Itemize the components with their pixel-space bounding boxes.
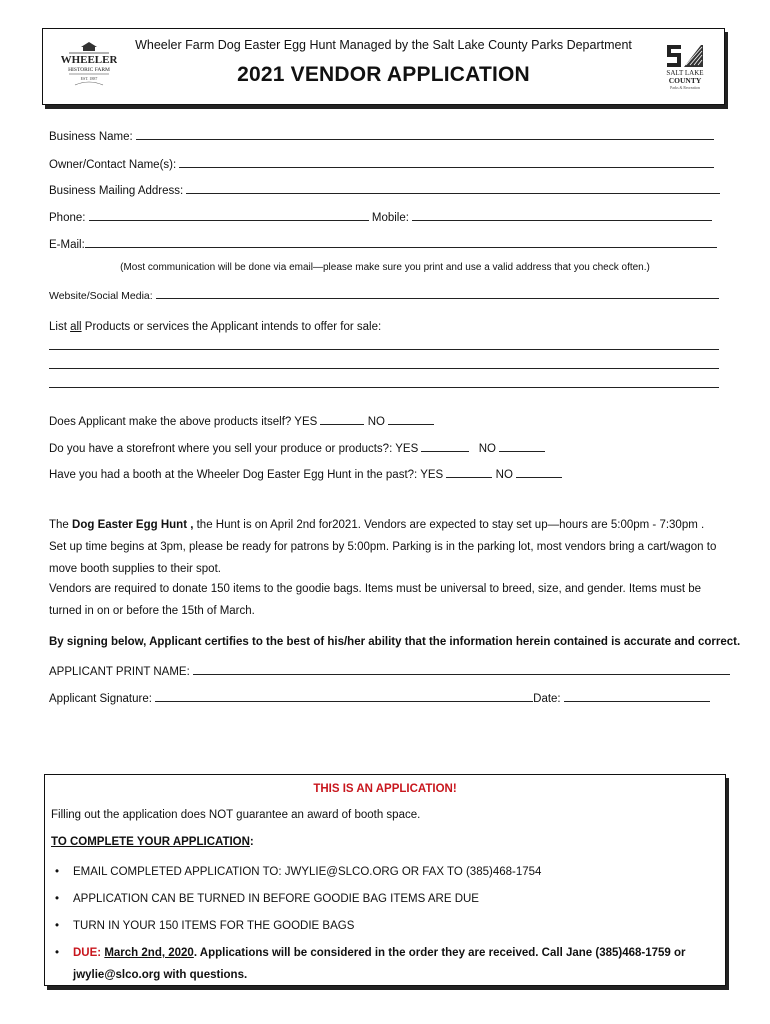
products-label-start: List — [49, 321, 71, 333]
question-past-booth — [49, 466, 719, 481]
products-line-3[interactable] — [49, 387, 719, 388]
bullet-icon: • — [55, 866, 60, 878]
business-name-field[interactable] — [136, 128, 714, 140]
list-item — [45, 888, 725, 910]
certification-statement: By signing below, Applicant certifies to the best of his/her ability that the information herein contained is accurate and correct. — [49, 636, 741, 648]
list-item — [45, 942, 725, 986]
q3-yes-field[interactable] — [446, 466, 492, 478]
q3-text: Have you had a booth at the Wheeler Dog Easter Egg Hunt in the past?: YES — [49, 469, 444, 481]
q2-no-field[interactable] — [499, 440, 545, 452]
question-storefront — [49, 440, 719, 455]
date-field[interactable] — [564, 690, 710, 702]
email-note: (Most communication will be done via email—please make sure you print and use a valid address that you check often.) — [120, 262, 650, 273]
print-name-row — [49, 663, 719, 678]
print-name-label: APPLICANT PRINT NAME: — [49, 666, 190, 678]
q2-text: Do you have a storefront where you sell your produce or products?: YES — [49, 443, 419, 455]
application-notice-box — [44, 774, 726, 986]
complete-heading — [51, 836, 254, 848]
mobile-label: Mobile: — [371, 212, 409, 224]
bullet-turn-in-early: APPLICATION CAN BE TURNED IN BEFORE GOODIE BAG ITEMS ARE DUE — [73, 893, 479, 905]
vendor-requirements-paragraph: Vendors are required to donate 150 items to the goodie bags. Items must be universal to breed, size, and gender. Items must be turned in on or before the 15th of March. — [49, 583, 702, 617]
q2-no-label: NO — [478, 443, 496, 455]
logo-left-line1: WHEELER — [61, 54, 117, 66]
q2-yes-field[interactable] — [421, 440, 469, 452]
products-label-all: all — [70, 321, 82, 333]
signature-label: Applicant Signature: — [49, 693, 152, 705]
owner-contact-field[interactable] — [179, 156, 714, 168]
due-date-item — [73, 942, 693, 986]
q3-no-label: NO — [495, 469, 513, 481]
products-label — [49, 321, 719, 333]
info-event-name: Dog Easter Egg Hunt , — [72, 519, 194, 531]
phone-row — [49, 209, 719, 224]
complete-heading-colon: : — [249, 836, 254, 848]
email-label: E-Mail: — [49, 239, 85, 251]
logo-right-line2: COUNTY — [668, 76, 702, 85]
due-date: March 2nd, 2020 — [104, 947, 194, 959]
page-title: 2021 VENDOR APPLICATION — [237, 63, 530, 86]
mailing-address-field[interactable] — [186, 182, 720, 194]
info-p1-prefix: The — [49, 519, 73, 531]
bullet-goodie-items: TURN IN YOUR 150 ITEMS FOR THE GOODIE BAGS — [73, 920, 355, 932]
question-makes-products — [49, 413, 719, 428]
logo-left-line3: EST. 1887 — [80, 76, 98, 81]
bullet-icon: • — [55, 947, 60, 959]
website-label: Website/Social Media: — [49, 290, 153, 302]
bullet-email: EMAIL COMPLETED APPLICATION TO: JWYLIE@SLCO.ORG OR FAX TO (385)468-1754 — [73, 866, 542, 878]
bullet-icon: • — [55, 893, 60, 905]
bullet-icon: • — [55, 920, 60, 932]
owner-contact-row — [49, 156, 719, 171]
notice-guarantee-text: Filling out the application does NOT guarantee an award of booth space. — [51, 809, 421, 821]
business-name-label: Business Name: — [49, 131, 133, 143]
logo-left-line2: HISTORIC FARM — [68, 67, 110, 73]
email-row — [49, 236, 719, 251]
event-info-paragraph — [49, 514, 721, 580]
mailing-address-row — [49, 182, 719, 197]
print-name-field[interactable] — [193, 663, 730, 675]
signature-field[interactable] — [155, 690, 533, 702]
salt-lake-county-logo — [661, 41, 709, 93]
due-label: DUE: — [73, 947, 102, 959]
q1-text: Does Applicant make the above products itself? YES — [49, 416, 318, 428]
q1-no-label: NO — [367, 416, 385, 428]
website-field[interactable] — [156, 287, 719, 299]
mobile-field[interactable] — [412, 209, 712, 221]
products-line-2[interactable] — [49, 368, 719, 369]
owner-contact-label: Owner/Contact Name(s): — [49, 159, 177, 171]
signature-row — [49, 690, 719, 705]
q1-yes-field[interactable] — [320, 413, 364, 425]
due-rest: . Applications will be considered in the order they are received. Call Jane (385)468-1759 or jwylie@slco.org with questions. — [73, 947, 686, 981]
list-item — [45, 861, 725, 883]
q1-no-field[interactable] — [388, 413, 434, 425]
products-line-1[interactable] — [49, 349, 719, 350]
phone-field[interactable] — [89, 209, 369, 221]
header-subtitle: Wheeler Farm Dog Easter Egg Hunt Managed by the Salt Lake County Parks Department — [135, 38, 632, 52]
list-item — [45, 915, 725, 937]
website-row — [49, 287, 719, 302]
mailing-address-label: Business Mailing Address: — [49, 185, 184, 197]
email-field[interactable] — [85, 236, 717, 248]
products-label-end: Products or services the Applicant intends to offer for sale: — [81, 321, 382, 333]
date-label: Date: — [533, 693, 561, 705]
phone-label: Phone: — [49, 212, 86, 224]
header-box — [42, 28, 725, 105]
notice-heading: THIS IS AN APPLICATION! — [313, 783, 457, 795]
q3-no-field[interactable] — [516, 466, 562, 478]
complete-heading-text: TO COMPLETE YOUR APPLICATION — [51, 836, 250, 848]
logo-right-line1: SALT LAKE — [666, 69, 704, 77]
business-name-row — [49, 128, 719, 143]
logo-right-line3: Parks & Recreation — [670, 86, 700, 90]
info-p1-rest: the Hunt is on April 2nd for2021. Vendors are expected to stay set up—hours are 5:00pm - 7:30pm . Set up time begins at 3pm, please be ready for patrons by 5:00pm. Parking is in the parking lot, most vendors bring a cart/wagon to move booth supplies to their spot. — [49, 519, 717, 575]
